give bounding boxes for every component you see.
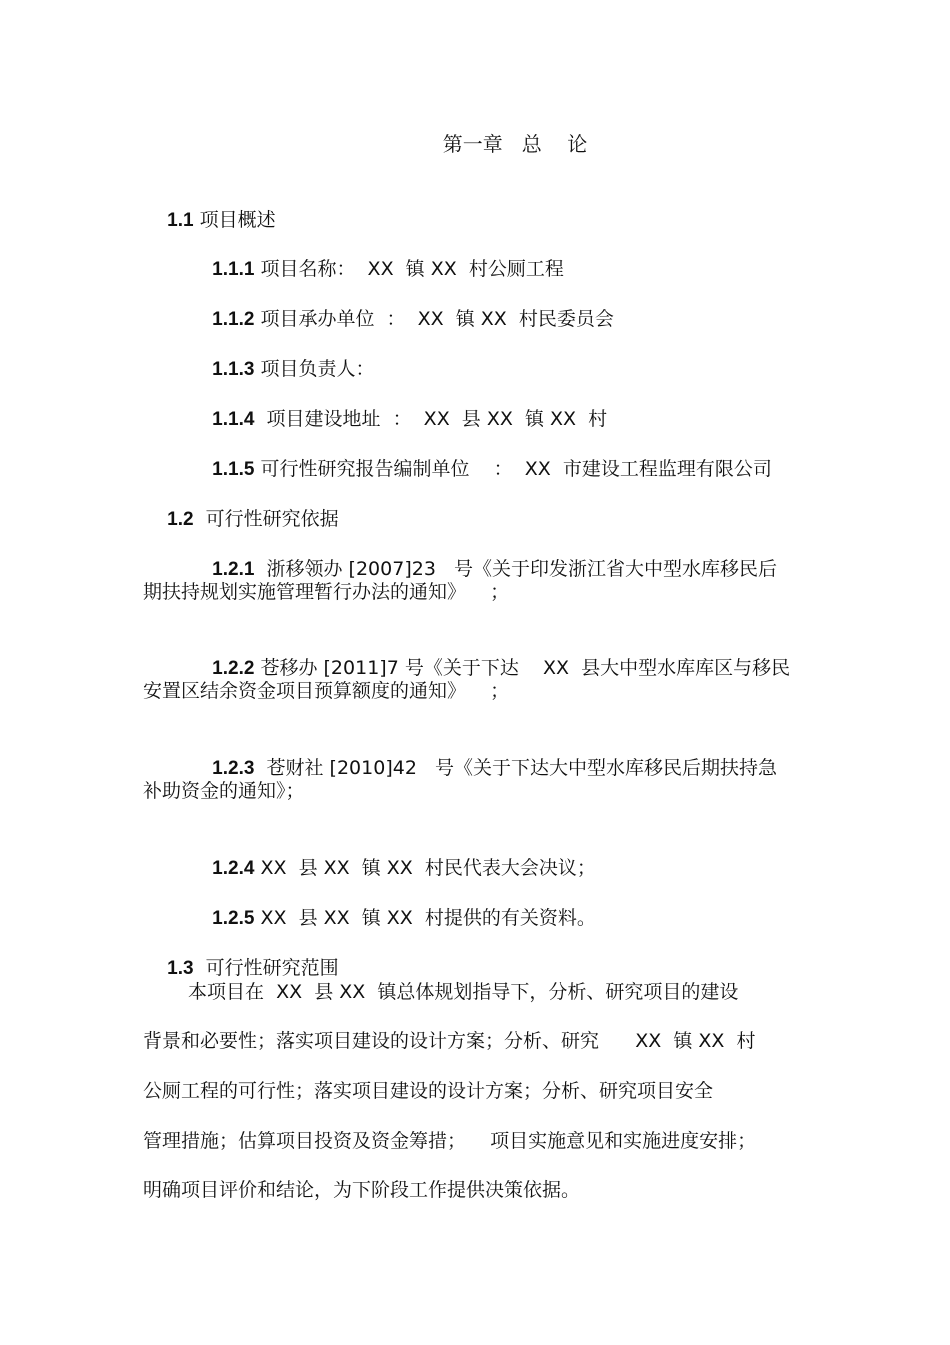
item-number: 1.2.1 <box>212 559 255 580</box>
chapter-title: 第一章 总 论 <box>442 132 588 156</box>
item-number: 1.2.2 <box>212 658 255 679</box>
item-1-2-3-continuation: 补助资金的通知》； <box>143 780 305 802</box>
item-text: XX 县 XX 镇 XX 村提供的有关资料。 <box>254 907 596 929</box>
section-1-3 <box>143 929 339 979</box>
item-text: 项目名称： XX 镇 XX 村公厕工程 <box>254 258 564 280</box>
section-1-2 <box>143 480 339 530</box>
section-1-1 <box>143 181 276 231</box>
item-1-2-2-continuation: 安置区结余资金项目预算额度的通知》 ； <box>143 680 510 702</box>
item-number: 1.1.5 <box>212 459 255 480</box>
item-text: 项目建设地址 ： XX 县 XX 镇 XX 村 <box>254 408 608 430</box>
item-1-2-1 <box>188 530 778 580</box>
item-number: 1.2.4 <box>212 858 255 879</box>
item-text: XX 县 XX 镇 XX 村民代表大会决议； <box>254 857 596 879</box>
section-heading: 可行性研究依据 <box>193 508 339 530</box>
item-1-2-4 <box>188 829 596 879</box>
paragraph-line-3: 公厕工程的可行性；落实项目建设的设计方案；分析、研究项目安全 <box>143 1080 714 1102</box>
item-1-1-4 <box>188 380 608 430</box>
item-number: 1.1.4 <box>212 409 255 430</box>
section-heading: 项目概述 <box>193 209 276 231</box>
item-1-1-2 <box>188 280 614 330</box>
item-1-1-1 <box>188 230 564 280</box>
item-1-2-2 <box>188 629 791 679</box>
paragraph-line-1: 本项目在 XX 县 XX 镇总体规划指导下，分析、研究项目的建设 <box>188 981 739 1003</box>
item-1-2-3 <box>188 729 778 779</box>
item-text: 苍财社 [2010]42 号《关于下达大中型水库移民后期扶持急 <box>254 757 778 779</box>
paragraph-line-2: 背景和必要性；落实项目建设的设计方案；分析、研究 XX 镇 XX 村 <box>143 1030 756 1052</box>
item-1-2-5 <box>188 879 596 929</box>
item-number: 1.2.3 <box>212 758 255 779</box>
item-1-1-5 <box>188 430 772 480</box>
item-text: 项目负责人： <box>254 358 375 380</box>
item-text: 可行性研究报告编制单位 ： XX 市建设工程监理有限公司 <box>254 458 772 480</box>
item-text: 浙移领办 [2007]23 号《关于印发浙江省大中型水库移民后 <box>254 558 778 580</box>
item-number: 1.2.5 <box>212 908 255 929</box>
item-text: 项目承办单位 ： XX 镇 XX 村民委员会 <box>254 308 614 330</box>
section-number: 1.2 <box>167 509 194 530</box>
item-1-1-3 <box>188 330 375 380</box>
section-number: 1.1 <box>167 210 194 231</box>
item-text: 苍移办 [2011]7 号《关于下达 XX 县大中型水库库区与移民 <box>254 657 791 679</box>
item-number: 1.1.1 <box>212 259 255 280</box>
section-number: 1.3 <box>167 958 194 979</box>
item-number: 1.1.3 <box>212 359 255 380</box>
item-1-2-1-continuation: 期扶持规划实施管理暂行办法的通知》 ； <box>143 581 510 603</box>
paragraph-line-5: 明确项目评价和结论，为下阶段工作提供决策依据。 <box>143 1179 581 1201</box>
item-number: 1.1.2 <box>212 309 255 330</box>
paragraph-line-4: 管理措施；估算项目投资及资金筹措； 项目实施意见和实施进度安排； <box>143 1130 757 1152</box>
section-heading: 可行性研究范围 <box>193 957 339 979</box>
